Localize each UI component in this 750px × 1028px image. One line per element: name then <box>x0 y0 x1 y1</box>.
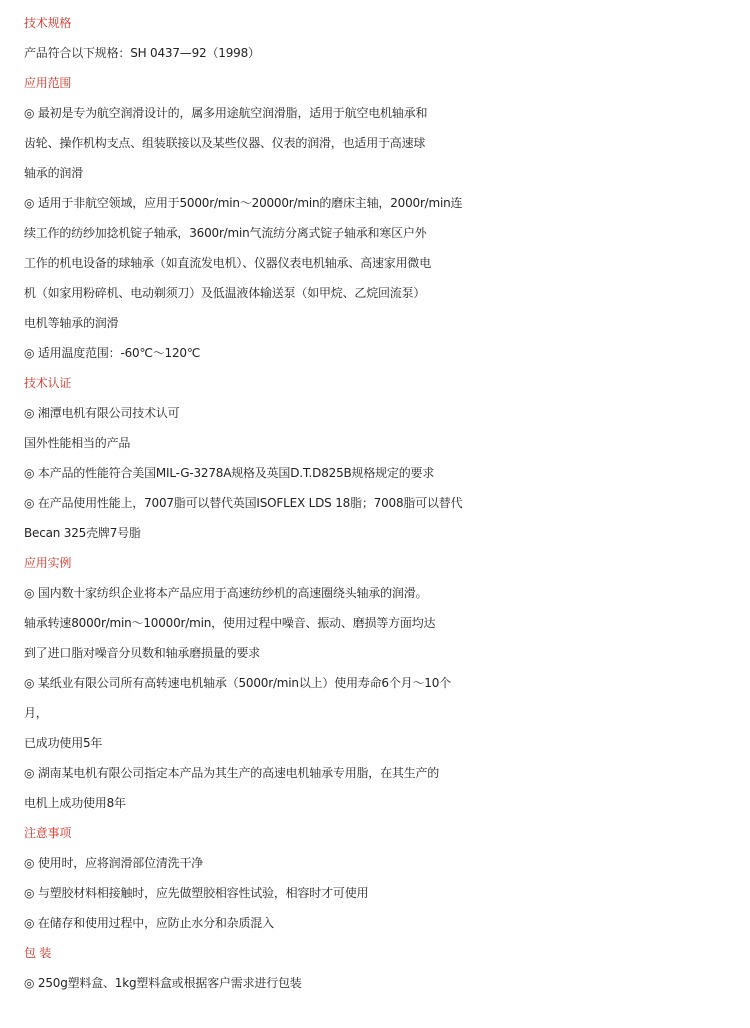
body-text-line: ◎ 在储存和使用过程中，应防止水分和杂质混入 <box>24 916 274 930</box>
body-text-line: 轴承转速8000r/min～10000r/min，使用过程中噪音、振动、磨损等方面均达 <box>24 616 436 630</box>
section-heading: 包 装 <box>24 946 52 960</box>
body-text-line: 已成功使用5年 <box>24 736 103 750</box>
body-text-line: ◎ 湖南某电机有限公司指定本产品为其生产的高速电机轴承专用脂，在其生产的 <box>24 766 440 780</box>
body-text-line: 续工作的纺纱加捻机锭子轴承，3600r/min气流纺分离式锭子轴承和寒区户外 <box>24 226 427 240</box>
body-text-line: ◎ 使用时，应将润滑部位清洗干净 <box>24 856 204 870</box>
body-text-line: 轴承的润滑 <box>24 166 84 180</box>
body-text-line: 齿轮、操作机构支点、组装联接以及某些仪器、仪表的润滑，也适用于高速球 <box>24 136 426 150</box>
section-heading: 应用范围 <box>24 76 72 90</box>
body-text-line: 机（如家用粉碎机、电动剃须刀）及低温液体输送泵（如甲烷、乙烷回流泵） <box>24 286 426 300</box>
body-text-line: 电机上成功使用8年 <box>24 796 126 810</box>
body-text-line: ◎ 250g塑料盒、1kg塑料盒或根据客户需求进行包装 <box>24 976 302 990</box>
body-text-line: 工作的机电设备的球轴承（如直流发电机）、仪器仪表电机轴承、高速家用微电 <box>24 256 432 270</box>
section-heading: 应用实例 <box>24 556 72 570</box>
body-text-line: ◎ 最初是专为航空润滑设计的，属多用途航空润滑脂，适用于航空电机轴承和 <box>24 106 428 120</box>
body-text-line: 电机等轴承的润滑 <box>24 316 119 330</box>
section-heading: 注意事项 <box>24 826 72 840</box>
body-text-line: ◎ 本产品的性能符合美国MIL-G-3278A规格及英国D.T.D825B规格规定的要求 <box>24 466 435 480</box>
body-text-line: 到了进口脂对噪音分贝数和轴承磨损量的要求 <box>24 646 261 660</box>
body-text-line: ◎ 在产品使用性能上，7007脂可以替代英国ISOFLEX LDS 18脂；7008脂可以替代 <box>24 496 463 510</box>
section-heading: 技术认证 <box>24 376 72 390</box>
spec-document <box>0 8 750 998</box>
body-text-line: ◎ 国内数十家纺织企业将本产品应用于高速纺纱机的高速圈绕头轴承的润滑。 <box>24 586 428 600</box>
body-text-line: Becan 325壳牌7号脂 <box>24 526 141 540</box>
body-text-line: ◎ 湘潭电机有限公司技术认可 <box>24 406 180 420</box>
body-text-line: 产品符合以下规格：SH 0437—92（1998） <box>24 46 260 60</box>
body-text-line: ◎ 适用温度范围：-60℃～120℃ <box>24 346 201 360</box>
body-text-line: 月， <box>24 706 48 720</box>
body-text-line: 国外性能相当的产品 <box>24 436 131 450</box>
section-heading: 技术规格 <box>24 16 72 30</box>
body-text-line: ◎ 与塑胶材料相接触时，应先做塑胶相容性试验，相容时才可使用 <box>24 886 369 900</box>
body-text-line: ◎ 某纸业有限公司所有高转速电机轴承（5000r/min以上）使用寿命6个月～10个 <box>24 676 451 690</box>
body-text-line: ◎ 适用于非航空领域，应用于5000r/min～20000r/min的磨床主轴，2000r/min连 <box>24 196 463 210</box>
